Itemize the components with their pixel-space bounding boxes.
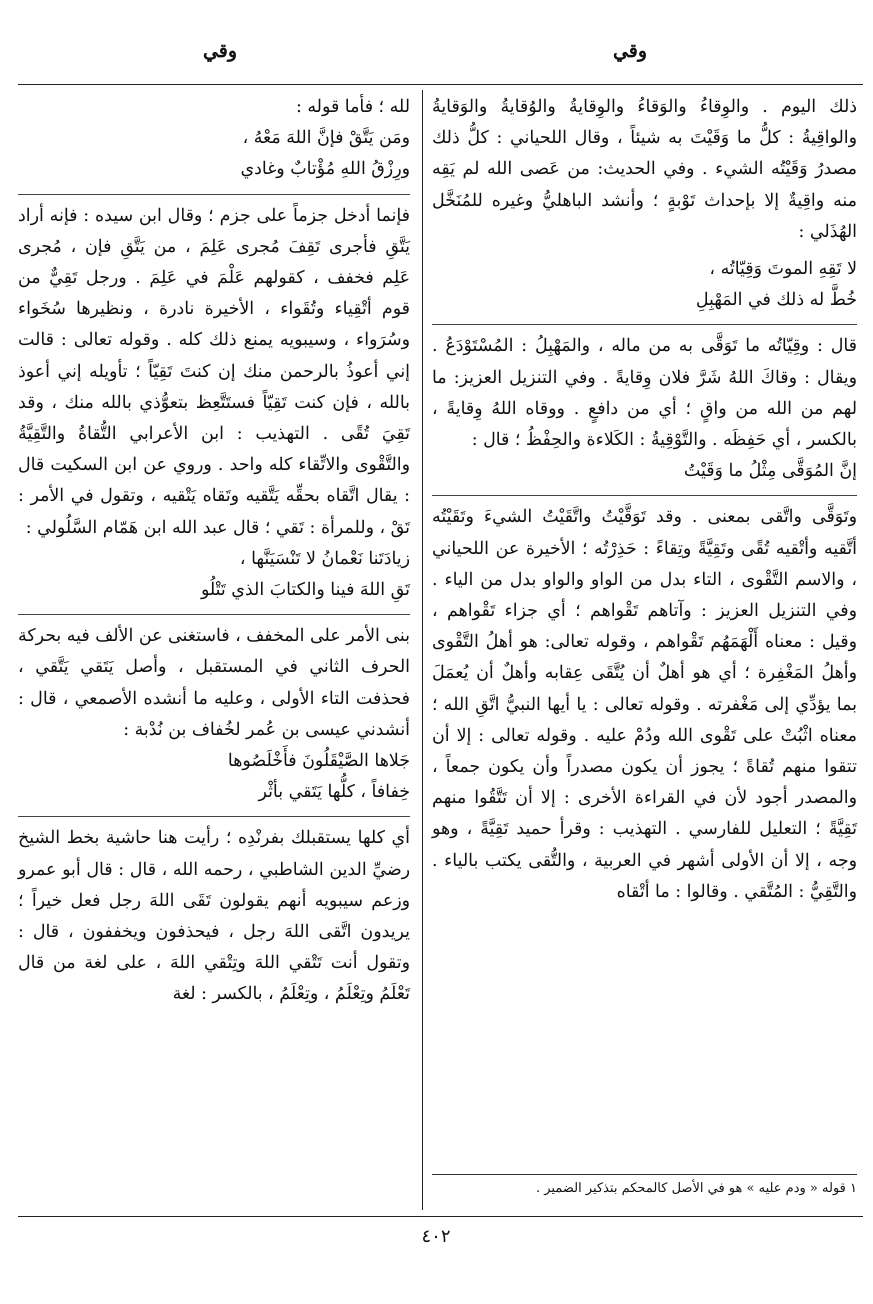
- header-right-word: وقي: [612, 40, 648, 62]
- left-separator-1: [18, 194, 410, 195]
- right-verse-1-hemistich-b: خُطَّ له ذلك في المَهْبِلِ: [695, 290, 857, 311]
- left-paragraph-3: بنى الأمر على المخفف ، فاستغنى عن الألف فيه بحركة الحرف الثاني في المستقبل ، وأصل يَتَقي يَتَّقي ، فحذفت التاء الأولى ، وعليه ما أنشده الأصمعي ، قال : أنشدني عيسى بن عُمر لخُفاف بن نُدْبة :: [18, 626, 410, 740]
- column-divider: [422, 90, 423, 1210]
- right-separator-1: [432, 324, 857, 325]
- left-separator-2: [18, 614, 410, 615]
- footnote: ١ قوله « ودم عليه » هو في الأصل كالمحكم بتذكير الضمير .: [535, 1181, 857, 1196]
- left-paragraph-2: فإنما أدخل جزماً على جزم ؛ وقال ابن سيده : فإنه أراد يَتَّقِ فأجرى تَقِفَ مُجرى عَلِمَ ، من يَتَّقِ فإن ، مُجرى عَلِم فخفف ، كقولهم عَلْمَ في عَلِمَ . ورجل تَقِيٌّ من قوم أتْقِياء وتُقَواء ، الأخيرة نادرة ، ونظيرها سُخَواء وسُرَواء ، وسيبويه يمنع ذلك كله . وقوله تعالى : قالت إني أعوذُ بالرحمن منك إن كنتَ تَقِيّاً ؛ تأويله إني أعوذ بالله ، فإن كنت تَقِيّاً فستَتَّعِظ بتعوُّذي بالله منك ، وقد تَقِيَ تُقًى . التهذيب : ابن الأعرابي التُّقاةُ والتَّقِيَّةُ والتَّقْوى والاتِّقاء كله واحد . وروي عن ابن السكيت قال : يقال اتَّقاه بحقِّه يَتَّقيه وتَقاه يَتْقيه ، وتقول في الأمر : تَقْ ، وللمرأة : تَقي ؛ قال عبد الله ابن هَمّام السَّلُولي :: [18, 205, 410, 538]
- right-verse-2: إنَّ المُوَقَّى مِثْلُ ما وَقَيْتُ: [683, 461, 857, 482]
- left-paragraph-1: لله ؛ فأما قوله :: [295, 97, 410, 117]
- left-verse-1-hemistich-a: ومَن يَتَّقْ فإنَّ اللهَ مَعْهُ ،: [242, 128, 410, 149]
- left-verse-2-hemistich-a: زيادَتَنا نَعْمانُ لا تَنْسَيَنَّها ،: [239, 548, 410, 569]
- left-separator-3: [18, 816, 410, 817]
- left-paragraph-4: أي كلها يستقبلك بفرنْدِه ؛ رأيت هنا حاشية بخط الشيخ رضيِّ الدين الشاطبي ، رحمه الله ، قال : قال أبو عمرو وزعم سيبويه أنهم يقولون تَقَى اللهَ رجل فعل خيراً ؛ يريدون اتَّقى اللهَ رجل ، فيحذفون ويخففون ، قال : وتقول أنت تَتْقي اللهَ وتِتْقي اللهَ ، على لغة من قال تَعْلَمُ وتِعْلَمُ ، وتِعْلَمُ ، بالكسر : لغة: [18, 828, 410, 1005]
- right-verse-1-hemistich-a: لا تَقِهِ الموتَ وَقِيّاتُه ،: [709, 259, 857, 280]
- right-separator-2: [432, 495, 857, 496]
- left-column: [18, 92, 410, 1011]
- bottom-rule: [18, 1216, 863, 1217]
- right-column: [432, 92, 857, 908]
- right-paragraph-2: قال : وقِيّاتُه ما تَوَقَّى به من ماله ، والمَهْبِلُ : المُسْتَوْدَعُ . ويقال : وقاكَ اللهُ شَرَّ فلان وِقايةً . وفي التنزيل العزيز: ما لهم من الله من واقٍ ؛ أي من دافعٍ . ووقاه اللهُ وِقايةً ، بالكسر ، أي حَفِظَه . والتَّوْقِيةُ : الكَلاءة والحِفْظُ ؛ قال :: [432, 336, 857, 451]
- footnote-rule: [432, 1174, 857, 1175]
- top-rule: [18, 84, 863, 85]
- left-verse-3-hemistich-b: خِفافاً ، كلُّها يَتَقي بأثْر: [258, 782, 410, 803]
- header-left-word: وقي: [202, 40, 238, 62]
- right-paragraph-3: وتَوَقَّى واتَّقى بمعنى . وقد تَوَقَّيْتُ واتَّقَيْتُ الشيءَ وتَقَيْتُه أتَّقيه وأتْقيه تُقًى وتَقِيَّةً وتِقاءً : حَذِرْتُه ؛ الأخيرة عن اللحياني ، والاسم التَّقْوى ، التاء بدل من الواو والواو بدل من الياء . وفي التنزيل العزيز : وآتاهم تَقْواهم ؛ أي جزاء تَقْواهم ، وقيل : معناه أَلْهَمَهُم تَقْواهم ، وقوله تعالى: هو أهلُ التَّقْوى وأهلُ المَغْفِرة ؛ أي هو أهلٌ أن يُتَّقَى عِقابه وأهلٌ أن يُعمَلَ بما يؤدِّي إلى مَغْفرته . وقوله تعالى : يا أيها النبيُّ اتَّقِ الله ؛ معناه اثْبُتْ على تَقْوى الله ودُمْ عليه . وقوله تعالى : إلا أن تتقوا منهم تُقاةً ؛ يجوز أن يكون مصدراً وأن يكون جمعاً ، والمصدر أجود لأن في القراءة الأخرى : إلا أن تَتَّقُوا منهم تَقِيَّةً ؛ التعليل للفارسي . التهذيب : وقرأ حميد تَقِيَّةً ، وهو وجه ، إلا أن الأولى أشهر في العربية ، والتُّقى يكتب بالياء . والتَّقِيُّ : المُتَّقي . وقالوا : ما أتْقاه: [432, 507, 857, 902]
- left-verse-1-hemistich-b: ورِزْقُ اللهِ مُؤْتابٌ وغادي: [240, 159, 410, 180]
- page-number: ٤٠٢: [421, 1226, 451, 1247]
- right-paragraph-1: ذلك اليوم . والوِقاءُ والوَقاءُ والوِقايةُ والوُقايةُ والوَقايةُ والواقِيةُ : كلُّ ما وَقَيْتَ به شيئاً ، وقال اللحياني : كلُّ ذلك مصدرُ وَقَيْتُه الشيء . وفي الحديث: من عَصى الله لم يَقِه منه واقِيةٌ إلا بإحداث تَوْبةٍ ؛ وأنشد الباهليُّ وغيره للمُنَخَّل الهُذَلي :: [432, 97, 857, 242]
- left-verse-2-hemistich-b: تَقِ اللهَ فينا والكتابَ الذي تَتْلُو: [200, 580, 410, 601]
- left-verse-3-hemistich-a: جَلاها الصَّيْقَلُونَ فأَخْلَصُوها: [227, 751, 410, 772]
